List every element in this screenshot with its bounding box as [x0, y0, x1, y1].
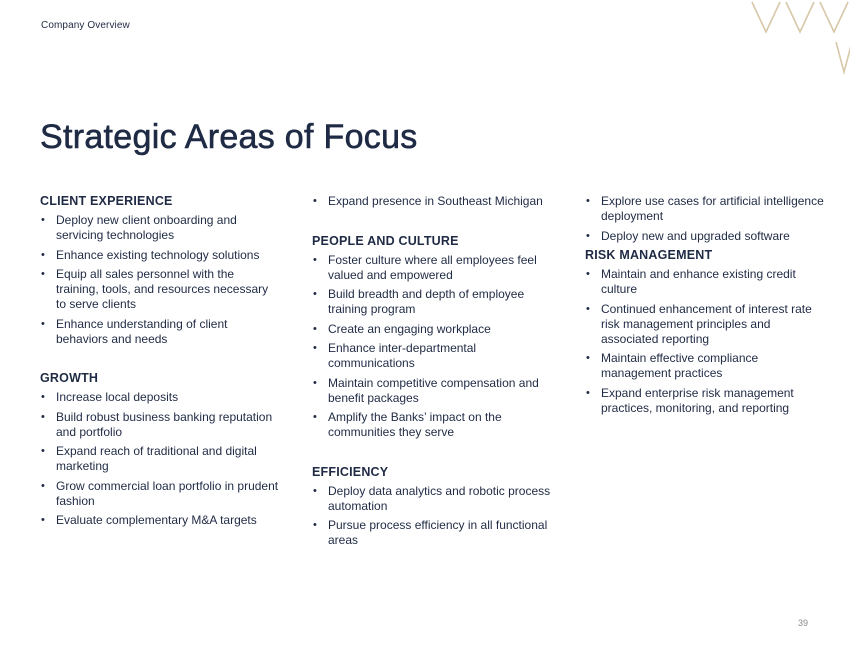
section-heading: PEOPLE AND CULTURE — [312, 233, 459, 248]
bullet-item: • Deploy data analytics and robotic process automation — [312, 484, 557, 514]
bullet-item: • Equip all sales personnel with the training, tools, and resources necessary to serve clients — [40, 267, 280, 312]
bullet-list — [312, 253, 557, 441]
column-2 — [312, 194, 557, 553]
bullet-item: • Enhance understanding of client behaviors and needs — [40, 317, 280, 347]
section-label: Company Overview — [41, 20, 130, 31]
bullet-item: • Foster culture where all employees feel valued and empowered — [312, 253, 557, 283]
bullet-item: • Evaluate complementary M&A targets — [40, 513, 280, 528]
bullet-item: • Build breadth and depth of employee training program — [312, 287, 557, 317]
bullet-item: • Maintain and enhance existing credit culture — [585, 267, 825, 297]
section-client-experience — [40, 194, 280, 347]
section-heading: CLIENT EXPERIENCE — [40, 194, 173, 208]
bullet-item: • Expand reach of traditional and digital marketing — [40, 444, 280, 474]
bullet-list — [312, 194, 557, 209]
page-title: Strategic Areas of Focus — [40, 118, 418, 156]
bullet-item: • Increase local deposits — [40, 390, 280, 405]
section-efficiency — [312, 465, 557, 549]
bullet-list — [40, 213, 280, 347]
bullet-item: • Deploy new client onboarding and servicing technologies — [40, 213, 280, 243]
bullet-item: • Create an engaging workplace — [312, 322, 557, 337]
bullet-item: • Maintain competitive compensation and benefit packages — [312, 376, 557, 406]
brand-logo-icon — [740, 0, 850, 80]
section-growth — [40, 371, 280, 528]
bullet-item: • Explore use cases for artificial intelligence deployment — [585, 194, 825, 224]
page-number: 39 — [798, 618, 809, 628]
bullet-item: • Amplify the Banks’ impact on the communities they serve — [312, 410, 557, 440]
bullet-item: • Enhance existing technology solutions — [40, 248, 280, 263]
section-people-and-culture — [312, 234, 557, 441]
column-1 — [40, 194, 280, 533]
section-heading: GROWTH — [40, 371, 99, 385]
section-growth-continued — [312, 194, 557, 209]
bullet-list — [40, 390, 280, 528]
bullet-item: • Pursue process efficiency in all functional areas — [312, 518, 557, 548]
column-3 — [585, 194, 825, 420]
section-efficiency-continued — [585, 194, 825, 244]
bullet-item: • Continued enhancement of interest rate risk management principles and associated reporting — [585, 302, 825, 347]
section-heading: EFFICIENCY — [312, 464, 389, 479]
section-risk-management — [585, 248, 825, 416]
section-heading: RISK MANAGEMENT — [585, 248, 713, 262]
bullet-list — [312, 484, 557, 549]
bullet-item: • Maintain effective compliance management practices — [585, 351, 825, 381]
bullet-list — [585, 267, 825, 416]
bullet-item: • Grow commercial loan portfolio in prudent fashion — [40, 479, 280, 509]
bullet-item: • Enhance inter-departmental communications — [312, 341, 557, 371]
bullet-list — [585, 194, 825, 244]
bullet-item: • Expand enterprise risk management practices, monitoring, and reporting — [585, 386, 825, 416]
bullet-item: • Build robust business banking reputation and portfolio — [40, 410, 280, 440]
bullet-item: • Deploy new and upgraded software — [585, 229, 825, 244]
bullet-item: • Expand presence in Southeast Michigan — [312, 194, 557, 209]
